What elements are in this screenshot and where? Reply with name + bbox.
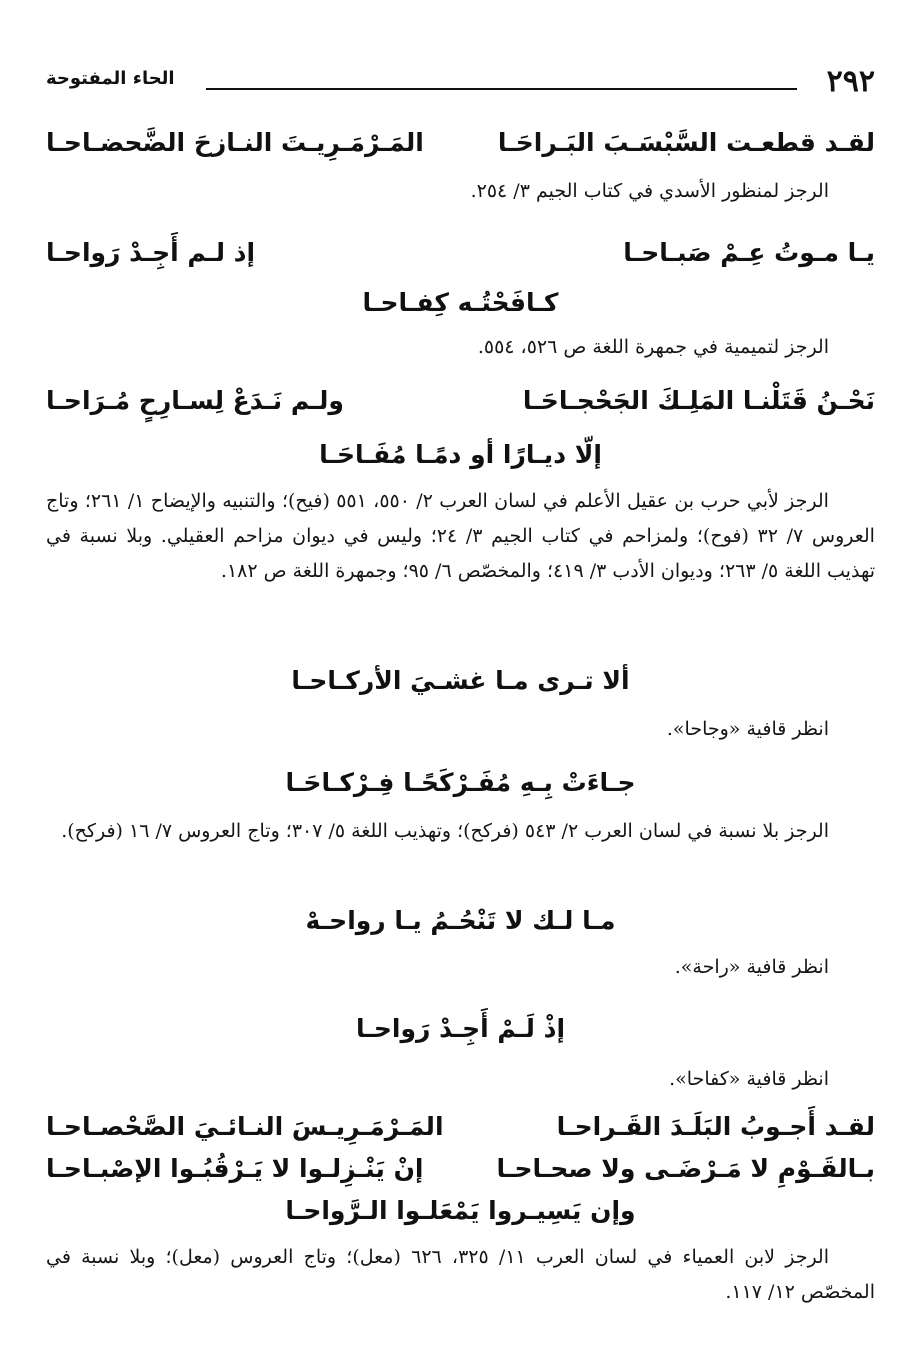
verse-line-centered — [46, 660, 875, 712]
verse-line-centered — [46, 1008, 875, 1060]
source-note: الرجز بلا نسبة في لسان العرب ٢/ ٥٤٣ (فركح)؛ وتهذيب اللغة ٥/ ٣٠٧؛ وتاج العروس ٧/ ١٦ (فركح). — [61, 820, 829, 842]
verse-line — [46, 380, 875, 432]
centered-verse: وإن يَسِيـروا يَمْعَلـوا الـرَّواحـا — [285, 1196, 636, 1225]
verse-line-centered — [46, 762, 875, 814]
first-hemistich: لقـد قطعـت السَّبْسَـبَ البَـراحَـا — [497, 128, 875, 157]
source-note: انظر قافية «كفاحا». — [669, 1068, 829, 1090]
header-rule — [206, 88, 797, 90]
source-note: الرجز لمنظور الأسدي في كتاب الجيم ٣/ ٢٥٤. — [470, 180, 829, 202]
source-note: انظر قافية «راحة». — [674, 956, 829, 978]
first-hemistich: لقـد أَجـوبُ البَلَـدَ القَـراحـا — [556, 1112, 875, 1141]
verse-line — [46, 122, 875, 174]
second-hemistich: المَـرْمَـرِيـسَ النـائـيَ الصَّحْصـاحـا — [46, 1112, 444, 1141]
centered-verse: جـاءَتْ بِـهِ مُفَـرْكَحًـا فِـرْكـاحَـا — [285, 768, 636, 797]
page-number: ٢٩٢ — [826, 64, 875, 99]
first-hemistich: بـالقَـوْمِ لا مَـرْضَـى ولا صحـاحـا — [496, 1154, 875, 1183]
verse-line-centered — [46, 1190, 875, 1242]
verse-line-centered — [46, 434, 875, 486]
verse-line-centered — [46, 282, 875, 334]
centered-verse: كـافَحْتُـه كِفـاحـا — [362, 288, 559, 317]
first-hemistich: يـا مـوتُ عِـمْ صَبـاحـا — [623, 238, 875, 267]
first-hemistich: نَحْـنُ قَتَلْنـا المَلِـكَ الجَحْجـاحَـا — [522, 386, 875, 415]
centered-verse: ألا تـرى مـا غشـيَ الأركـاحـا — [291, 666, 630, 695]
centered-verse: مـا لـك لا تَنْحُـمُ يـا رواحـهْ — [305, 906, 616, 935]
second-hemistich: إذ لـم أَجِـدْ رَواحـا — [46, 238, 256, 267]
verse-line-centered — [46, 900, 875, 952]
source-note: الرجز لتميمية في جمهرة اللغة ص ٥٢٦، ٥٥٤. — [477, 336, 829, 358]
source-note: الرجز لأبي حرب بن عقيل الأعلم في لسان العرب ٢/ ٥٥٠، ٥٥١ (فيح)؛ والتنبيه والإيضاح ١/ ٢٦١؛ وتاج العروس ٧/ ٣٢ (فوح)؛ ولمزاحم في كتاب الجيم ٣/ ٢٤؛ وليس في ديوان مزاحم العقيلي. وبلا نسبة في تهذيب اللغة ٥/ ٢٦٣؛ وديوان الأدب ٣/ ٤١٩؛ والمخصّص ٦/ ٩٥؛ وجمهرة اللغة ص ١٨٢. — [46, 490, 875, 582]
second-hemistich: ولـم نَـدَعْ لِسـارِحٍ مُـرَاحـا — [46, 386, 344, 415]
centered-verse: إلّا ديـارًا أو دمًـا مُفَـاحَـا — [319, 440, 602, 469]
second-hemistich: المَـرْمَـرِيـتَ النـازحَ الضَّحضـاحـا — [46, 128, 424, 157]
verse-line — [46, 232, 875, 284]
second-hemistich: إنْ يَنْـزِلـوا لا يَـرْقُبُـوا الإصْبـاحـا — [46, 1154, 424, 1183]
centered-verse: إذْ لَـمْ أَجِـدْ رَواحـا — [355, 1014, 566, 1043]
page-header — [46, 62, 875, 106]
source-note: الرجز لابن العمياء في لسان العرب ١١/ ٣٢٥، ٦٢٦ (معل)؛ وتاج العروس (معل)؛ وبلا نسبة في المخصّص ١٢/ ١١٧. — [46, 1246, 875, 1303]
running-title: الحاء المفتوحة — [46, 68, 175, 89]
source-note: انظر قافية «وجاحا». — [666, 718, 829, 740]
